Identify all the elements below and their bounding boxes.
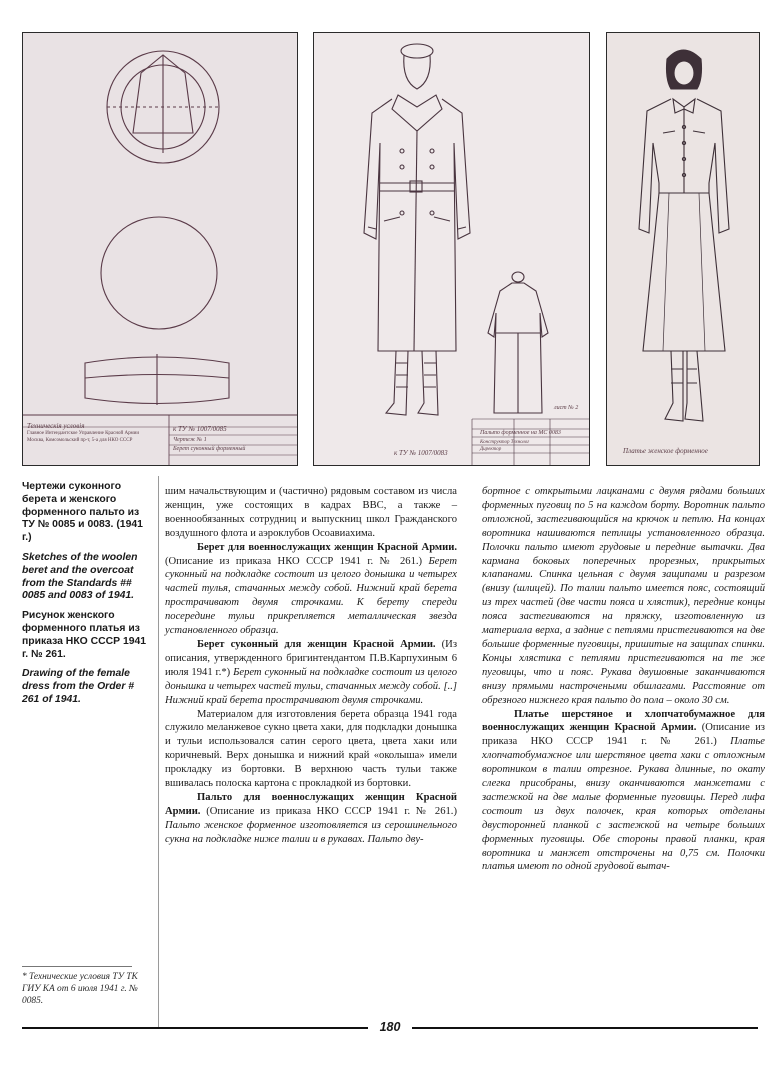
paragraph-beret-cloth: [165, 638, 457, 708]
dress-drawing-panel: [606, 32, 760, 466]
column-divider: [158, 476, 159, 1028]
caption-dress-en: Drawing of the female dress from the Order # 261 of 1941.: [22, 668, 135, 705]
beret-stamp-drawing: Чертеж № 1: [173, 437, 207, 443]
text-column-middle: [165, 485, 457, 847]
description-text: Пальто женское форменное изготовляется из серошинельного сукна на подкладке ниже талии и в рукавах. Пальто дву-: [165, 819, 457, 845]
caption-beret-en: Sketches of the woolen beret and the overcoat from the Standards ## 0085 and 0083 of 1941.: [22, 551, 138, 602]
heading-beret: Берет для военнослужащих женщин Красной Армии.: [197, 541, 457, 553]
description-text: Берет суконный на подкладке состоит из целого донышка и четырех частей тульи, стачанных между собой. [..] Нижний край берета прострачивают двумя строчками.: [165, 666, 457, 706]
beret-stamp-desc: Берет суконный форменный: [173, 446, 246, 452]
beret-drawing-panel: [22, 32, 298, 466]
caption-column: [22, 481, 150, 714]
heading-beret-cloth: Берет суконный для женщин Красной Армии.: [197, 638, 436, 650]
beret-stamp-line1: Главное Интендантское Управление Красной Армии: [27, 431, 140, 436]
description-text: Берет суконный на подкладке состоит из целого донышка и четырех частей тулья, стачанных между собой. Нижний край берета прострачивают двумя строчками. К берету спереди посередине тульи прикрепляется металлическая звезда установленного образца.: [165, 555, 457, 637]
heading-dress: Платье шерстяное и хлопчатобумажное для военнослужащих женщин Красной Армии.: [482, 708, 765, 734]
footer-rule-left: [22, 1027, 368, 1029]
source-note: (Описание из приказа НКО СССР 1941 г. № 261.): [165, 555, 429, 567]
source-note: (Описание из приказа НКО СССР 1941 г. № 261.): [482, 722, 765, 748]
description-text: Платье хлопчатобумажное или шерстяное цвета хаки с отложным воротником в талии отрезное. Рукава длинные, по окату слегка присобраны, внизу оканчиваются манжетами с застежкой на две малые форменные пуговицы. Перед лифа состоит из двух полочек, края которых отделаны двусторонней планкой с застежкой на четыре больших форменных пуговицы. Обе стороны правой планки, края воротника и манжет отстрочены на 0,75 см. Полочки платья имеют по одной грудовой вытач-: [482, 736, 765, 873]
footnote: * Технические условия ТУ ТК ГИУ КА от 6 июля 1941 г. № 0085.: [22, 966, 152, 1007]
overcoat-drawing: [314, 33, 589, 465]
beret-drawing: [23, 33, 297, 465]
overcoat-drawing-panel: [313, 32, 590, 466]
source-note: (Описание из приказа НКО СССР 1941 г. № 261.): [200, 805, 457, 817]
beret-stamp-line2: Москва, Комсомольский пр-т, 5-а для НКО СССР: [27, 438, 133, 443]
overcoat-stamp-table1: Пальто форменное на МС 0083: [480, 430, 561, 436]
dress-drawing: [607, 33, 759, 465]
caption-dress-ru: Рисунок женского форменного платья из приказа НКО СССР 1941 г. № 261.: [22, 610, 147, 660]
overcoat-stamp-table3: Директор: [480, 447, 502, 452]
overcoat-stamp-table2: Конструктор Технолог: [480, 440, 530, 445]
paragraph-overcoat-cont: бортное с открытыми лацканами с двумя рядами больших форменных пуговиц по 5 на каждом борту. Воротник пальто отложной, застегивающийся на крючок и петлю. На концах воротника нашиваются петлицы установленного образца. Полочки пальто имеют грудовые и передние вытачки. Два кармана боковых поперечных прорезных, прикрытых клапанами. Спинка цельная с двумя защипами и разрезом (внизу (шлицей). По талии пальто имеется пояс, состоящий из трех частей (две части пояса и хлястик), передние концы пояса застегиваются на пряжку, изготовленную из материала верха, а задние с петлями пристегиваются на две большие форменные пуговицы, пришитые на защипах спинки. Концы хлястика с петлями пристегиваются на те же пуговицы, что и пояс. Рукава двушовные заканчиваются внизу прямыми настрочеными обшлагами. Расстояние от обрезного нижнего края пальто до пола – около 30 см.: [482, 486, 765, 706]
paragraph: шим начальствующим и (частично) рядовым составом из числа женщин, уже состоящих в кадрах ВВС, а также – военнообязанных сотрудниц и выпускниц школ Гражданского воздушного флота и аэроклубов Осоавиахима.: [165, 486, 457, 539]
paragraph-dress: [482, 708, 765, 875]
heading-overcoat: Пальто для военнослужащих женщин Красной Армии.: [165, 791, 457, 817]
beret-stamp-title: Техническія условія: [27, 422, 85, 430]
caption-beret-ru: Чертежи суконного берета и женского форменного пальто из ТУ № 0085 и 0083. (1941 г.): [22, 481, 143, 544]
paragraph-beret-order: [165, 541, 457, 638]
source-note: (Из описания, утвержденного бригинтендантом П.В.Карпухиным 6 июля 1941 г.*): [165, 638, 458, 678]
page-number: 180: [379, 1020, 401, 1034]
overcoat-stamp-sheet: лист № 2: [554, 405, 579, 411]
paragraph-materials: Материалом для изготовления берета образца 1941 года служило меланжевое сукно цвета хаки, для подкладки донышка и тульи использовался сатин серого цвета, цвета хаки или коричневый. Верх донышка и нижний край «околыша» имели прокладку из бортовки. В верхнюю часть тульи также вшивалась полоска картона с прокладкой из бортовки.: [165, 708, 457, 790]
page-footer: [22, 1020, 758, 1036]
paragraph-overcoat: [165, 791, 457, 847]
footer-rule-right: [412, 1027, 758, 1029]
beret-stamp-code: к ТУ № 1007/0085: [173, 425, 227, 433]
text-column-right: [482, 485, 765, 874]
overcoat-stamp-code: к ТУ № 1007/0083: [394, 449, 448, 457]
dress-drawing-caption: Платье женское форменное: [623, 447, 708, 455]
